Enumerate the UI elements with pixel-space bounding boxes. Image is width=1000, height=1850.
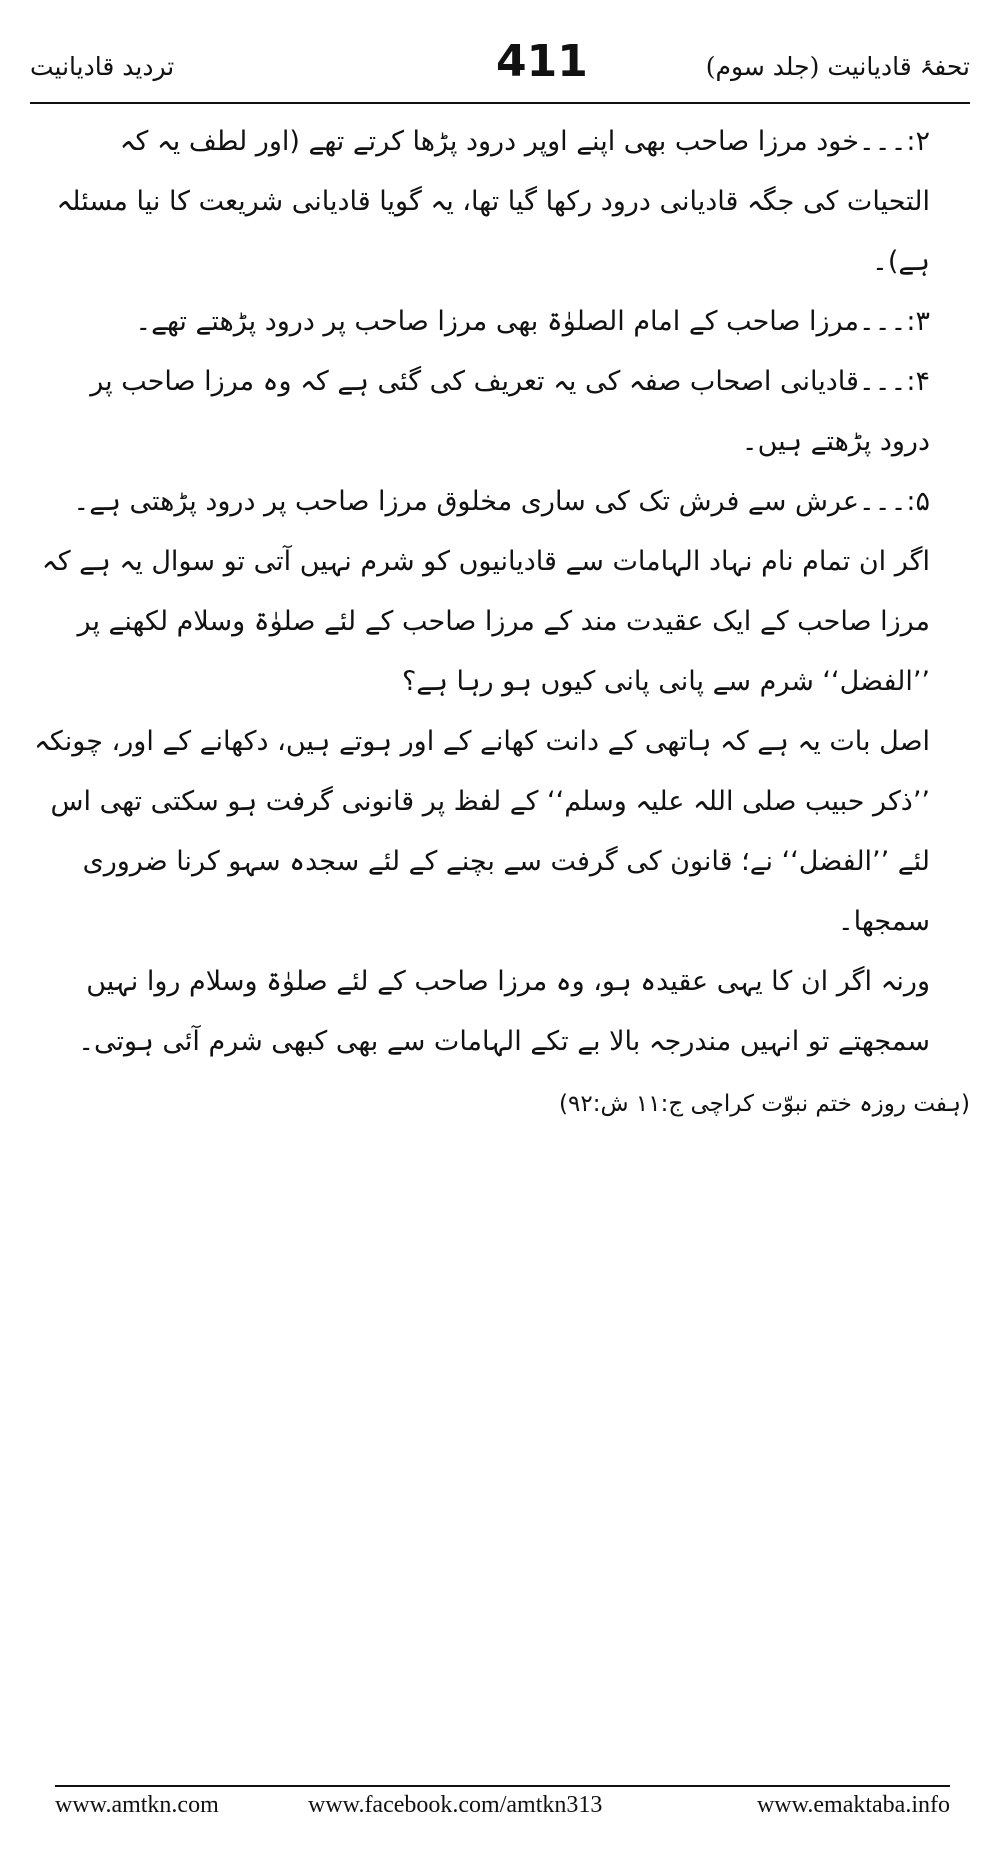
paragraph: ۵:۔۔۔عرش سے فرش تک کی ساری مخلوق مرزا صاحب پر درود پڑھتی ہے۔ bbox=[73, 486, 930, 517]
footer-divider bbox=[55, 1785, 950, 1787]
source-citation: (ہفت روزہ ختم نبوّت کراچی ج:۱۱ ش:۹۲) bbox=[559, 1091, 970, 1117]
paragraph: ۴:۔۔۔قادیانی اصحاب صفہ کی یہ تعریف کی گئی ہے کہ وہ مرزا صاحب پر درود پڑھتے ہیں۔ bbox=[90, 366, 930, 457]
paragraph: ورنہ اگر ان کا یہی عقیدہ ہو، وہ مرزا صاحب کے لئے صلوٰۃ وسلام روا نہیں سمجھتے تو انہیں مندرجہ بالا بے تکے الہامات سے بھی کبھی شرم آئی ہوتی۔ bbox=[78, 966, 930, 1057]
section-title: تردید قادیانیت bbox=[30, 52, 175, 81]
paragraph: اصل بات یہ ہے کہ ہاتھی کے دانت کھانے کے اور ہوتے ہیں، دکھانے کے اور، چونکہ ’’ذکر حبیب صلی اللہ علیہ وسلم‘‘ کے لفظ پر قانونی گرفت ہو سکتی تھی اس لئے ’’الفضل‘‘ نے؛ قانون کی گرفت سے بچنے کے لئے سجدہ سہو کرنا ضروری سمجھا۔ bbox=[34, 726, 930, 937]
page-footer bbox=[55, 1792, 950, 1832]
footer-link-amtkn[interactable]: www.amtkn.com bbox=[55, 1792, 219, 1818]
header-divider bbox=[30, 102, 970, 104]
footer-link-emaktaba[interactable]: www.emaktaba.info bbox=[756, 1792, 950, 1818]
paragraph: ۲:۔۔۔خود مرزا صاحب بھی اپنے اوپر درود پڑھا کرتے تھے (اور لطف یہ کہ التحیات کی جگہ قادیانی درود رکھا گیا تھا، یہ گویا قادیانی شریعت کا نیا مسئلہ ہے)۔ bbox=[56, 126, 930, 277]
page-body bbox=[34, 112, 970, 1134]
paragraph: ۳:۔۔۔مرزا صاحب کے امام الصلوٰۃ بھی مرزا صاحب پر درود پڑھتے تھے۔ bbox=[135, 306, 930, 337]
paragraph: اگر ان تمام نام نہاد الہامات سے قادیانیوں کو شرم نہیں آتی تو سوال یہ ہے کہ مرزا صاحب کے ایک عقیدت مند کے مرزا صاحب کے لئے صلوٰۃ وسلام لکھنے پر ’’الفضل‘‘ شرم سے پانی پانی کیوں ہو رہا ہے؟ bbox=[41, 546, 930, 697]
page-number: 411 bbox=[496, 36, 588, 87]
book-title: تحفۂ قادیانیت (جلد سوم) bbox=[705, 52, 970, 81]
footer-link-facebook[interactable]: www.facebook.com/amtkn313 bbox=[308, 1792, 603, 1818]
page-header bbox=[30, 30, 970, 100]
